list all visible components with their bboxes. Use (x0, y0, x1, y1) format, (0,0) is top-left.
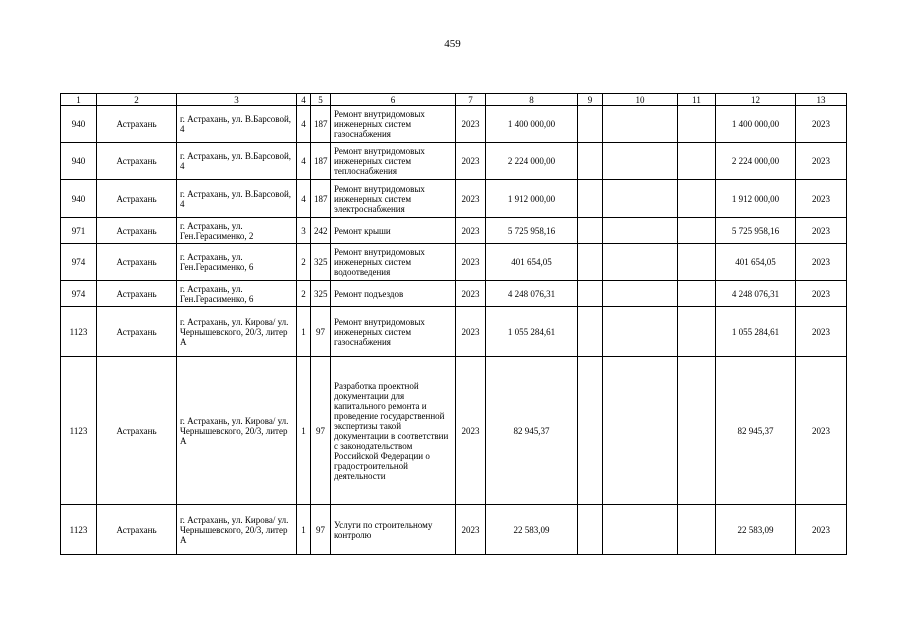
amount-cell: 5 725 958,16 (486, 218, 578, 244)
col4-cell: 2 (297, 281, 311, 307)
col9-cell (578, 505, 603, 555)
col9-cell (578, 143, 603, 180)
col4-cell: 1 (297, 307, 311, 357)
end-year-cell: 2023 (796, 307, 847, 357)
work-cell: Ремонт внутридомовых инженерных систем водоотведения (331, 244, 456, 281)
col11-cell (678, 244, 716, 281)
total-cell: 1 912 000,00 (716, 180, 796, 218)
amount-cell: 82 945,37 (486, 357, 578, 505)
address-cell: г. Астрахань, ул. В.Барсовой, 4 (177, 143, 297, 180)
col9-cell (578, 218, 603, 244)
amount-cell: 1 055 284,61 (486, 307, 578, 357)
col4-cell: 1 (297, 357, 311, 505)
column-header: 11 (678, 94, 716, 106)
column-header: 12 (716, 94, 796, 106)
col10-cell (603, 357, 678, 505)
table-row (61, 505, 847, 555)
end-year-cell: 2023 (796, 143, 847, 180)
total-cell: 401 654,05 (716, 244, 796, 281)
address-cell: г. Астрахань, ул. Ген.Герасименко, 6 (177, 244, 297, 281)
amount-cell: 401 654,05 (486, 244, 578, 281)
end-year-cell: 2023 (796, 357, 847, 505)
total-cell: 5 725 958,16 (716, 218, 796, 244)
table-row (61, 244, 847, 281)
row-number: 940 (61, 180, 97, 218)
year-cell: 2023 (456, 281, 486, 307)
city-cell: Астрахань (97, 106, 177, 143)
row-number: 940 (61, 106, 97, 143)
col9-cell (578, 106, 603, 143)
city-cell: Астрахань (97, 218, 177, 244)
year-cell: 2023 (456, 244, 486, 281)
city-cell: Астрахань (97, 357, 177, 505)
col10-cell (603, 143, 678, 180)
address-cell: г. Астрахань, ул. В.Барсовой, 4 (177, 106, 297, 143)
address-cell: г. Астрахань, ул. Кирова/ ул. Чернышевского, 20/3, литер А (177, 505, 297, 555)
col11-cell (678, 357, 716, 505)
col9-cell (578, 180, 603, 218)
col11-cell (678, 143, 716, 180)
row-number: 974 (61, 281, 97, 307)
column-header: 6 (331, 94, 456, 106)
col5-cell: 325 (311, 244, 331, 281)
year-cell: 2023 (456, 218, 486, 244)
row-number: 971 (61, 218, 97, 244)
address-cell: г. Астрахань, ул. В.Барсовой, 4 (177, 180, 297, 218)
column-header: 7 (456, 94, 486, 106)
page-number: 459 (444, 38, 461, 50)
column-header: 5 (311, 94, 331, 106)
col10-cell (603, 281, 678, 307)
end-year-cell: 2023 (796, 244, 847, 281)
year-cell: 2023 (456, 106, 486, 143)
row-number: 1123 (61, 307, 97, 357)
city-cell: Астрахань (97, 281, 177, 307)
col9-cell (578, 357, 603, 505)
column-header: 9 (578, 94, 603, 106)
table-row (61, 357, 847, 505)
col4-cell: 4 (297, 180, 311, 218)
column-header: 3 (177, 94, 297, 106)
city-cell: Астрахань (97, 180, 177, 218)
column-header: 13 (796, 94, 847, 106)
row-number: 940 (61, 143, 97, 180)
work-cell: Ремонт внутридомовых инженерных систем газоснабжения (331, 307, 456, 357)
row-number: 974 (61, 244, 97, 281)
work-cell: Ремонт внутридомовых инженерных систем электроснабжения (331, 180, 456, 218)
amount-cell: 1 912 000,00 (486, 180, 578, 218)
col10-cell (603, 180, 678, 218)
works-table (60, 93, 847, 555)
col5-cell: 97 (311, 357, 331, 505)
col10-cell (603, 106, 678, 143)
col5-cell: 97 (311, 505, 331, 555)
work-cell: Ремонт внутридомовых инженерных систем газоснабжения (331, 106, 456, 143)
row-number: 1123 (61, 505, 97, 555)
col11-cell (678, 281, 716, 307)
address-cell: г. Астрахань, ул. Ген.Герасименко, 2 (177, 218, 297, 244)
row-number: 1123 (61, 357, 97, 505)
col11-cell (678, 307, 716, 357)
table-row (61, 281, 847, 307)
col5-cell: 325 (311, 281, 331, 307)
year-cell: 2023 (456, 357, 486, 505)
work-cell: Услуги по строительному контролю (331, 505, 456, 555)
col4-cell: 4 (297, 143, 311, 180)
year-cell: 2023 (456, 143, 486, 180)
col4-cell: 1 (297, 505, 311, 555)
total-cell: 1 400 000,00 (716, 106, 796, 143)
col5-cell: 187 (311, 180, 331, 218)
col11-cell (678, 505, 716, 555)
end-year-cell: 2023 (796, 180, 847, 218)
table-row (61, 106, 847, 143)
address-cell: г. Астрахань, ул. Кирова/ ул. Чернышевского, 20/3, литер А (177, 307, 297, 357)
column-header: 10 (603, 94, 678, 106)
col10-cell (603, 218, 678, 244)
column-header: 1 (61, 94, 97, 106)
end-year-cell: 2023 (796, 281, 847, 307)
col5-cell: 187 (311, 143, 331, 180)
year-cell: 2023 (456, 505, 486, 555)
column-header: 8 (486, 94, 578, 106)
address-cell: г. Астрахань, ул. Кирова/ ул. Чернышевского, 20/3, литер А (177, 357, 297, 505)
end-year-cell: 2023 (796, 505, 847, 555)
col5-cell: 97 (311, 307, 331, 357)
col4-cell: 2 (297, 244, 311, 281)
col11-cell (678, 180, 716, 218)
city-cell: Астрахань (97, 307, 177, 357)
total-cell: 82 945,37 (716, 357, 796, 505)
work-cell: Ремонт подъездов (331, 281, 456, 307)
end-year-cell: 2023 (796, 106, 847, 143)
col5-cell: 187 (311, 106, 331, 143)
city-cell: Астрахань (97, 244, 177, 281)
year-cell: 2023 (456, 307, 486, 357)
amount-cell: 1 400 000,00 (486, 106, 578, 143)
total-cell: 2 224 000,00 (716, 143, 796, 180)
col9-cell (578, 244, 603, 281)
table-row (61, 180, 847, 218)
amount-cell: 22 583,09 (486, 505, 578, 555)
table-row (61, 307, 847, 357)
col10-cell (603, 307, 678, 357)
col11-cell (678, 106, 716, 143)
col4-cell: 4 (297, 106, 311, 143)
col10-cell (603, 505, 678, 555)
table-row (61, 218, 847, 244)
year-cell: 2023 (456, 180, 486, 218)
col11-cell (678, 218, 716, 244)
total-cell: 22 583,09 (716, 505, 796, 555)
city-cell: Астрахань (97, 505, 177, 555)
amount-cell: 2 224 000,00 (486, 143, 578, 180)
table-row (61, 143, 847, 180)
end-year-cell: 2023 (796, 218, 847, 244)
work-cell: Ремонт внутридомовых инженерных систем теплоснабжения (331, 143, 456, 180)
col4-cell: 3 (297, 218, 311, 244)
work-cell: Ремонт крыши (331, 218, 456, 244)
col9-cell (578, 307, 603, 357)
total-cell: 4 248 076,31 (716, 281, 796, 307)
col9-cell (578, 281, 603, 307)
column-header: 2 (97, 94, 177, 106)
col5-cell: 242 (311, 218, 331, 244)
work-cell: Разработка проектной документации для капитального ремонта и проведение государственной экспертизы такой документации в соответствии с законодательством Российской Федерации о градостроительной деятельности (331, 357, 456, 505)
header-row (61, 94, 847, 106)
total-cell: 1 055 284,61 (716, 307, 796, 357)
col10-cell (603, 244, 678, 281)
city-cell: Астрахань (97, 143, 177, 180)
column-header: 4 (297, 94, 311, 106)
amount-cell: 4 248 076,31 (486, 281, 578, 307)
address-cell: г. Астрахань, ул. Ген.Герасименко, 6 (177, 281, 297, 307)
